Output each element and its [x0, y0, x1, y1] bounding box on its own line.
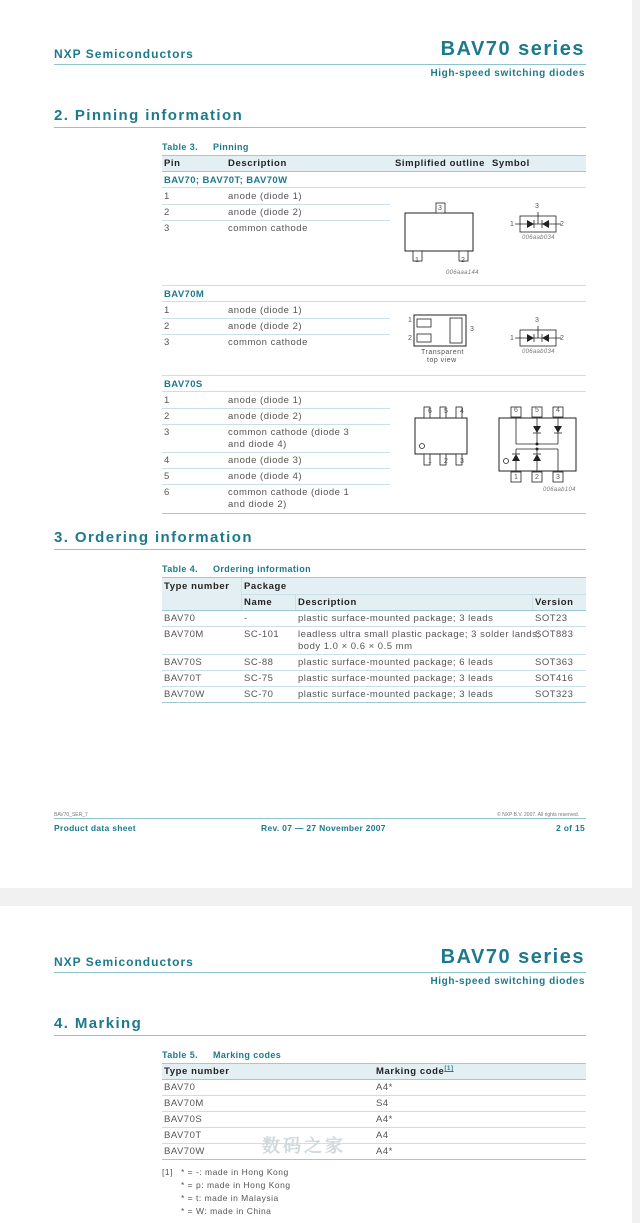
footnote-line: * = t: made in Malaysia — [181, 1193, 279, 1203]
outline-pin-label: 1 — [415, 257, 420, 264]
row-divider — [162, 424, 390, 425]
type-number-cell: BAV70S — [164, 657, 203, 668]
outline-code: 006aaa144 — [446, 270, 479, 276]
footer-copyright: © NXP B.V. 2007. All rights reserved. — [497, 812, 580, 818]
outline-pin-label: 3 — [438, 205, 443, 212]
pin-number: 6 — [164, 487, 170, 498]
outline-note: top view — [427, 357, 457, 364]
pin-description: anode (diode 4) — [228, 471, 303, 482]
footnote-label: [1] — [162, 1167, 173, 1177]
column-divider — [532, 594, 533, 610]
col-pin: Pin — [164, 158, 181, 169]
footer-page-number: 2 of 15 — [556, 823, 586, 833]
row-divider — [162, 285, 586, 286]
package-desc-cell: plastic surface-mounted package; 3 leads — [298, 613, 494, 624]
package-version-cell: SOT323 — [535, 689, 574, 700]
symbol-pin-label: 2 — [535, 474, 540, 481]
pin-description-cont: and diode 4) — [228, 439, 287, 450]
pin-description: common cathode (diode 3 — [228, 427, 350, 438]
row-divider — [162, 1095, 586, 1096]
outline-pin-label: 3 — [470, 326, 475, 333]
package-name-cell: SC-88 — [244, 657, 274, 668]
row-divider — [162, 318, 390, 319]
package-desc-cell: plastic surface-mounted package; 6 leads — [298, 657, 494, 668]
table-title: Ordering information — [213, 564, 311, 574]
pin-number: 3 — [164, 427, 170, 438]
outline-pin-label: 4 — [460, 408, 465, 415]
type-number-cell: BAV70S — [164, 1114, 203, 1125]
outline-pin-label: 1 — [428, 458, 433, 465]
outline-pin-label: 6 — [428, 408, 433, 415]
symbol-code: 006aab034 — [522, 235, 555, 241]
table-number: Table 4. — [162, 564, 199, 574]
header-rule — [54, 64, 586, 65]
table-title: Pinning — [213, 142, 249, 152]
pin-description: anode (diode 2) — [228, 321, 303, 332]
package-name-cell: SC-75 — [244, 673, 274, 684]
footnote-line: * = -: made in Hong Kong — [181, 1167, 289, 1177]
pin-description: anode (diode 1) — [228, 395, 303, 406]
outline-pin-label: 2 — [408, 335, 413, 342]
col-version: Version — [535, 597, 574, 608]
type-number-cell: BAV70W — [164, 1146, 205, 1157]
package-version-cell: SOT363 — [535, 657, 574, 668]
row-divider — [162, 654, 586, 655]
row-divider — [162, 626, 586, 627]
pin-description: anode (diode 2) — [228, 207, 303, 218]
package-desc-cell: plastic surface-mounted package; 3 leads — [298, 673, 494, 684]
package-version-cell: SOT883 — [535, 629, 574, 640]
table-rule — [162, 513, 586, 514]
pin-description: anode (diode 2) — [228, 411, 303, 422]
pin-description: common cathode — [228, 223, 308, 234]
col-description: Description — [228, 158, 287, 169]
section-4-heading: 4. Marking — [54, 1015, 143, 1032]
header-rule — [54, 972, 586, 973]
outline-pin-label: 1 — [408, 317, 413, 324]
col-type-number: Type number — [164, 581, 230, 592]
pin-number: 3 — [164, 337, 170, 348]
pin-description-cont: and diode 2) — [228, 499, 287, 510]
col-name: Name — [244, 597, 273, 608]
section-2-heading: 2. Pinning information — [54, 107, 244, 124]
package-name-cell: - — [244, 613, 248, 624]
column-divider — [295, 594, 296, 610]
table-rule — [162, 1159, 586, 1160]
outline-note: Transparent — [421, 349, 464, 356]
col-marking-code — [376, 1066, 454, 1077]
row-divider — [162, 686, 586, 687]
package-desc-cell: plastic surface-mounted package; 3 leads — [298, 689, 494, 700]
type-number-cell: BAV70 — [164, 613, 196, 624]
pin-number: 5 — [164, 471, 170, 482]
outline-pin-label: 2 — [444, 458, 449, 465]
symbol-pin-label: 1 — [514, 474, 519, 481]
pin-description: common cathode (diode 1 — [228, 487, 350, 498]
row-divider — [162, 220, 390, 221]
package-version-cell: SOT23 — [535, 613, 568, 624]
marking-code-cell: S4 — [376, 1098, 389, 1109]
section-rule — [54, 1035, 586, 1036]
type-number-cell: BAV70M — [164, 1098, 204, 1109]
pin-description: common cathode — [228, 337, 308, 348]
col-marking-code-label: Marking code — [376, 1066, 445, 1078]
footer-doc-id: BAV70_SER_7 — [54, 812, 88, 818]
symbol-pin-label: 2 — [560, 221, 565, 228]
marking-code-cell: A4* — [376, 1114, 393, 1125]
pin-number: 2 — [164, 207, 170, 218]
marking-code-cell: A4* — [376, 1146, 393, 1157]
footnote-line: * = p: made in Hong Kong — [181, 1180, 291, 1190]
table-number: Table 3. — [162, 142, 199, 152]
pin-description: anode (diode 1) — [228, 305, 303, 316]
symbol-pin-label: 1 — [510, 335, 515, 342]
symbol-pin-label: 4 — [556, 407, 561, 414]
col-description: Description — [298, 597, 357, 608]
footer-revision: Rev. 07 — 27 November 2007 — [261, 823, 386, 833]
row-divider — [162, 391, 586, 392]
type-number-cell: BAV70M — [164, 629, 204, 640]
section-3-heading: 3. Ordering information — [54, 529, 253, 546]
row-divider — [162, 334, 390, 335]
pin-number: 4 — [164, 455, 170, 466]
row-divider — [162, 484, 390, 485]
col-symbol: Symbol — [492, 158, 530, 169]
header-company: NXP Semiconductors — [54, 47, 194, 61]
header-title: BAV70 series — [440, 38, 585, 60]
footnote-ref[interactable] — [444, 1066, 453, 1072]
symbol-pin-label: 6 — [514, 407, 519, 414]
table-4-caption — [162, 564, 311, 574]
header-company: NXP Semiconductors — [54, 955, 194, 969]
type-number-cell: BAV70T — [164, 673, 202, 684]
row-divider — [162, 1127, 586, 1128]
symbol-pin-label: 2 — [560, 335, 565, 342]
group-name: BAV70; BAV70T; BAV70W — [164, 175, 288, 186]
footnote-line: * = W: made in China — [181, 1206, 272, 1216]
row-divider — [162, 1111, 586, 1112]
table-rule — [162, 610, 586, 611]
table-number: Table 5. — [162, 1050, 199, 1060]
symbol-pin-label: 3 — [535, 203, 540, 210]
header-subtitle: High-speed switching diodes — [430, 976, 585, 987]
table-rule — [162, 171, 586, 172]
group-name: BAV70M — [164, 289, 205, 300]
row-divider — [162, 301, 586, 302]
type-number-cell: BAV70T — [164, 1130, 202, 1141]
pin-number: 2 — [164, 411, 170, 422]
pin-number: 1 — [164, 191, 170, 202]
symbol-pin-label: 5 — [535, 407, 540, 414]
header-title: BAV70 series — [440, 946, 585, 968]
row-divider — [162, 204, 390, 205]
table-rule — [162, 1079, 586, 1080]
type-number-cell: BAV70W — [164, 689, 205, 700]
package-version-cell: SOT416 — [535, 673, 574, 684]
symbol-code: 006aab034 — [522, 349, 555, 355]
pin-number: 3 — [164, 223, 170, 234]
watermark-logo: 数码之家 — [262, 1136, 346, 1156]
col-outline: Simplified outline — [395, 158, 485, 169]
row-divider — [162, 1143, 586, 1144]
marking-code-cell: A4 — [376, 1130, 389, 1141]
table-5-caption — [162, 1050, 281, 1060]
symbol-pin-label: 3 — [556, 474, 561, 481]
table-rule — [162, 702, 586, 703]
outline-pin-label: 5 — [444, 408, 449, 415]
row-divider — [162, 375, 586, 376]
package-desc-cell-cont: body 1.0 × 0.6 × 0.5 mm — [298, 641, 413, 652]
pin-number: 2 — [164, 321, 170, 332]
row-divider — [162, 670, 586, 671]
table-3-caption — [162, 142, 249, 152]
footer-rule — [54, 818, 586, 819]
pin-number: 1 — [164, 395, 170, 406]
row-divider — [162, 408, 390, 409]
outline-pin-label: 2 — [461, 257, 466, 264]
header-subtitle: High-speed switching diodes — [430, 68, 585, 79]
row-divider — [242, 594, 586, 595]
symbol-pin-label: 3 — [535, 317, 540, 324]
symbol-code: 006aab104 — [543, 487, 576, 493]
pin-description: anode (diode 3) — [228, 455, 303, 466]
package-desc-cell: leadless ultra small plastic package; 3 solder lands; — [298, 629, 541, 640]
package-name-cell: SC-101 — [244, 629, 280, 640]
type-number-cell: BAV70 — [164, 1082, 196, 1093]
marking-code-cell: A4* — [376, 1082, 393, 1093]
row-divider — [162, 452, 390, 453]
datasheet-page-3 — [0, 906, 632, 1223]
footnote-ref-link[interactable]: [1] — [444, 1066, 454, 1072]
table-title: Marking codes — [213, 1050, 282, 1060]
package-name-cell: SC-70 — [244, 689, 274, 700]
group-name: BAV70S — [164, 379, 203, 390]
col-package: Package — [244, 581, 287, 592]
section-rule — [54, 127, 586, 128]
row-divider — [162, 187, 586, 188]
row-divider — [162, 468, 390, 469]
pin-description: anode (diode 1) — [228, 191, 303, 202]
outline-pin-label: 3 — [460, 458, 465, 465]
pin-number: 1 — [164, 305, 170, 316]
col-type-number: Type number — [164, 1066, 230, 1077]
section-rule — [54, 549, 586, 550]
symbol-pin-label: 1 — [510, 221, 515, 228]
footer-doc-type: Product data sheet — [54, 823, 136, 833]
